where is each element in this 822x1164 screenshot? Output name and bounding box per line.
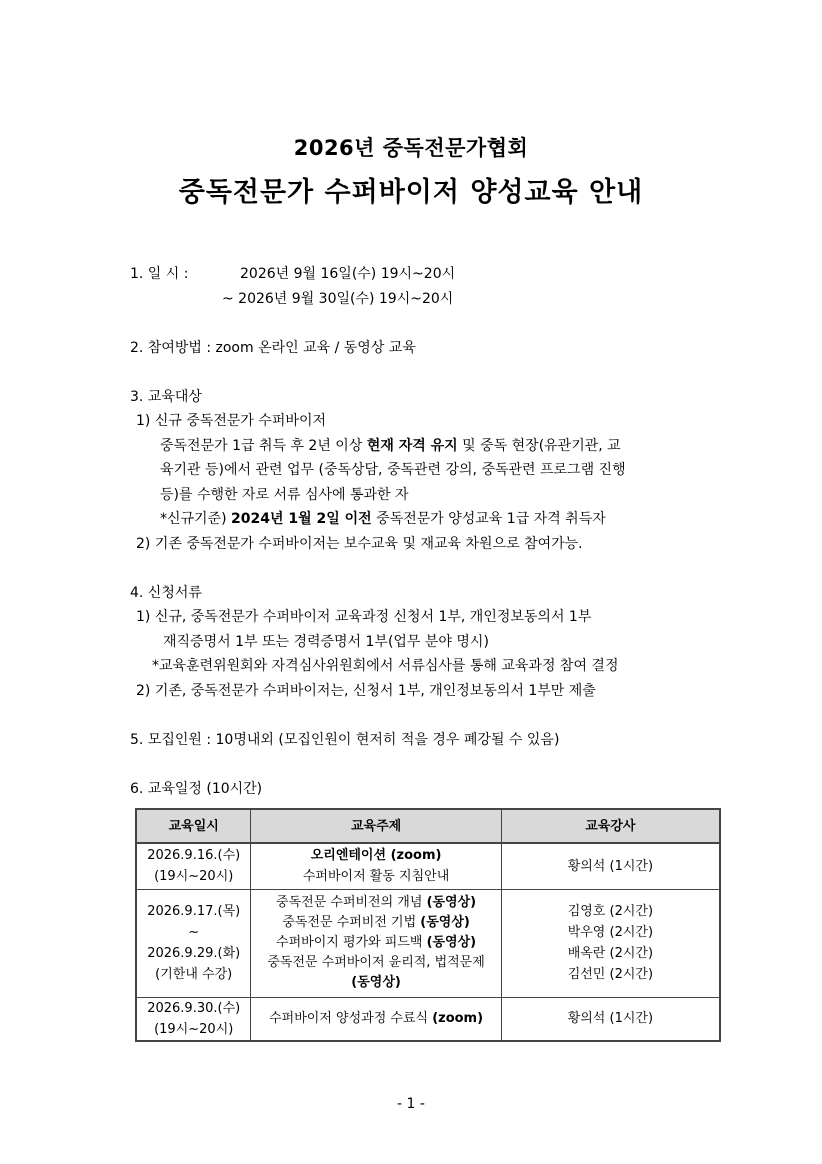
section4-heading: 4. 신청서류 <box>130 585 202 601</box>
table-header-topic: 교육주제 <box>251 809 501 843</box>
page-number: - 1 - <box>397 1096 425 1112</box>
table-cell-date: 2026.9.30.(수) (19시~20시) <box>136 997 251 1041</box>
table-cell-instructor: 황의석 (1시간) <box>501 843 720 889</box>
title-main: 중독전문가 수퍼바이저 양성교육 안내 <box>178 177 644 208</box>
section3-item1-line1: 중독전문가 1급 취득 후 2년 이상 현재 자격 유지 및 중독 현장(유관기관, 교 <box>160 438 621 454</box>
schedule-table <box>135 808 721 1042</box>
table-header-date: 교육일시 <box>136 809 251 843</box>
section2-method: 2. 참여방법 : zoom 온라인 교육 / 동영상 교육 <box>130 340 416 356</box>
section1-label: 1. 일 시 : <box>130 266 189 282</box>
table-cell-topic: 수퍼바이저 양성과정 수료식 (zoom) <box>251 997 501 1041</box>
table-cell-date: 2026.9.17.(목) ~ 2026.9.29.(화) (기한내 수강) <box>136 889 251 997</box>
section6-heading: 6. 교육일정 (10시간) <box>130 781 263 797</box>
table-cell-topic: 오리엔테이션 (zoom) 수퍼바이저 활동 지침안내 <box>251 843 501 889</box>
table-cell-topic: 중독전문 수퍼비전의 개념 (동영상) 중독전문 수퍼비전 기법 (동영상) 수퍼바이지 평가와 피드백 (동영상) 중독전문 수퍼바이저 윤리적, 법적문제 (동영상) <box>251 889 501 997</box>
section3-item1-line3: 등)를 수행한 자로 서류 심사에 통과한 자 <box>160 487 409 503</box>
section3-item1-line2: 육기관 등)에서 관련 업무 (중독상담, 중독관련 강의, 중독관련 프로그램 진행 <box>160 462 626 478</box>
section3-item2: 2) 기존 중독전문가 수퍼바이저는 보수교육 및 재교육 차원으로 참여가능. <box>136 536 583 552</box>
table-cell-instructor: 황의석 (1시간) <box>501 997 720 1041</box>
section3-heading: 3. 교육대상 <box>130 389 202 405</box>
section5-recruit: 5. 모집인원 : 10명내외 (모집인원이 현저히 적을 경우 폐강될 수 있음) <box>130 732 560 748</box>
section3-item1: 1) 신규 중독전문가 수퍼바이저 <box>136 413 327 429</box>
section4-item1: 1) 신규, 중독전문가 수퍼바이저 교육과정 신청서 1부, 개인정보동의서 1부 <box>136 609 592 625</box>
section4-note: *교육훈련위원회와 자격심사위원회에서 서류심사를 통해 교육과정 참여 결정 <box>152 658 619 674</box>
table-cell-instructor: 김영호 (2시간) 박우영 (2시간) 배옥란 (2시간) 김선민 (2시간) <box>501 889 720 997</box>
table-header-instructor: 교육강사 <box>501 809 720 843</box>
section1-date1: 2026년 9월 16일(수) 19시~20시 <box>240 266 456 282</box>
table-row <box>136 843 720 889</box>
table-cell-date: 2026.9.16.(수) (19시~20시) <box>136 843 251 889</box>
table-row <box>136 889 720 997</box>
section4-item1-cont: 재직증명서 1부 또는 경력증명서 1부(업무 분야 명시) <box>163 634 489 650</box>
section1-date2: ~ 2026년 9월 30일(수) 19시~20시 <box>222 291 454 307</box>
title-organization: 2026년 중독전문가협회 <box>293 136 529 160</box>
table-header-row <box>136 809 720 843</box>
table-row <box>136 997 720 1041</box>
section4-item2: 2) 기존, 중독전문가 수퍼바이저는, 신청서 1부, 개인정보동의서 1부만 제출 <box>136 683 596 699</box>
section3-item1-note: *신규기준) 2024년 1월 2일 이전 중독전문가 양성교육 1급 자격 취득자 <box>160 511 606 527</box>
